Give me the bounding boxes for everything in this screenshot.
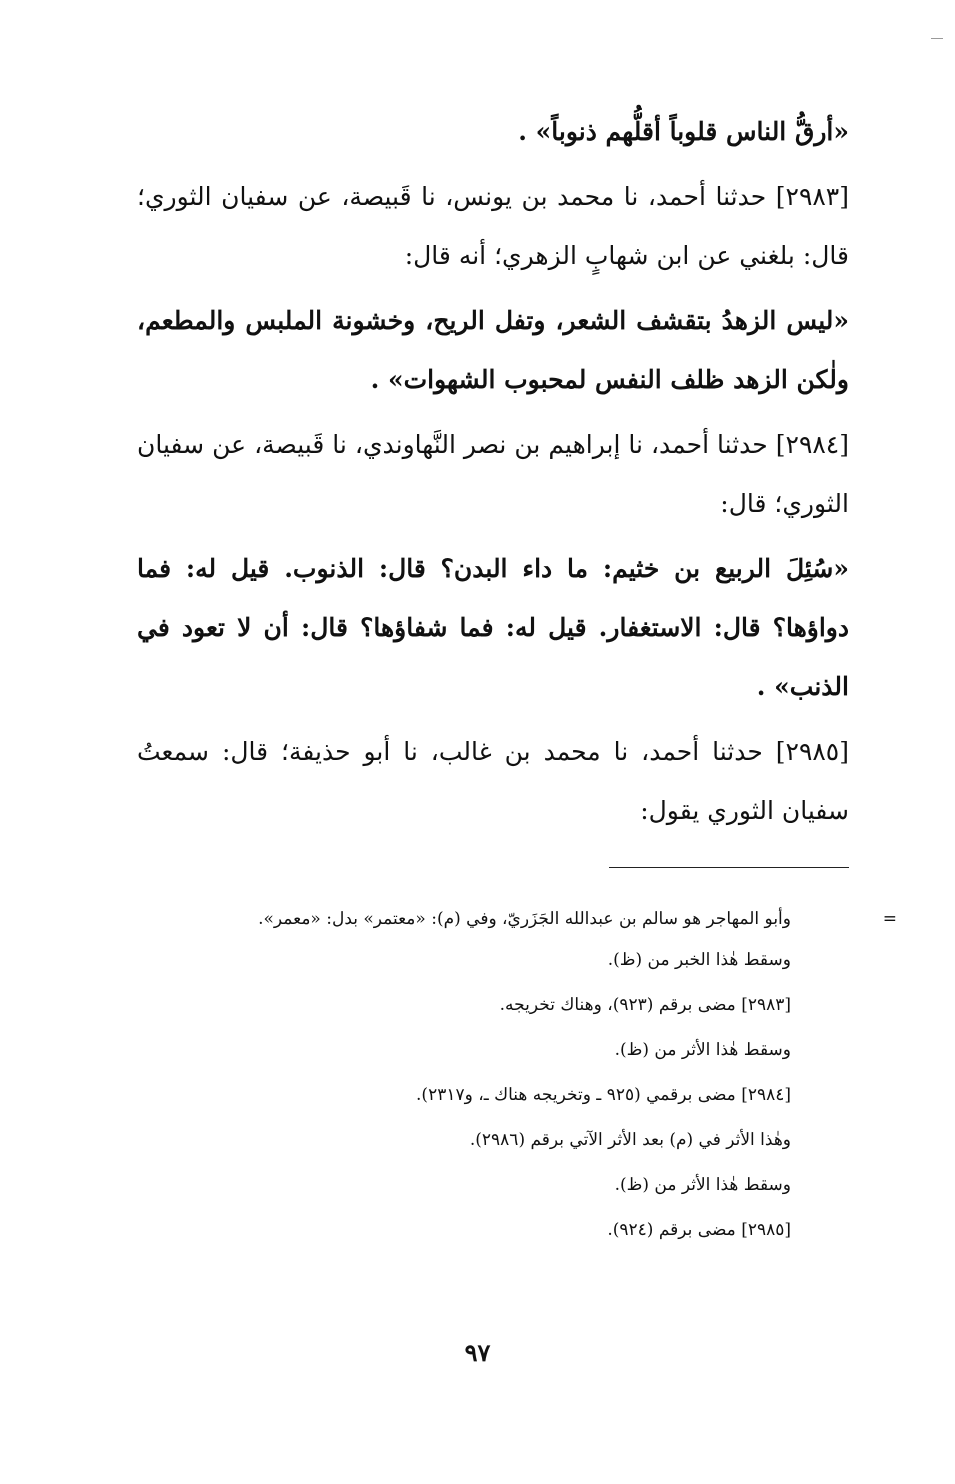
footnote-first-text: وأبو المهاجر هو سالم بن عبدالله الجَزَريّ، وفي (م): «معتمر» بدل: «معمر». (258, 909, 791, 929)
narration-2985: [٢٩٨٥] حدثنا أحمد، نا محمد بن غالب، نا أبو حذيفة؛ قال: سمعتُ سفيان الثوري يقول: (137, 737, 849, 825)
narration-2983: [٢٩٨٣] حدثنا أحمد، نا محمد بن يونس، نا قَبيصة، عن سفيان الثوري؛ قال: بلغني عن ابن شهابٍ الزهري؛ أنه قال: (137, 182, 849, 270)
footnote-continuation (137, 900, 897, 938)
footnote-line: وسقط هٰذا الخبر من (ظ). (607, 950, 791, 970)
quote-2: «ليس الزهدُ بتقشف الشعر، وتفل الريح، وخشونة الملبس والمطعم، ولٰكن الزهد ظلف النفس لمحبوب الشهوات» . (137, 306, 849, 394)
narration-2984: [٢٩٨٤] حدثنا أحمد، نا إبراهيم بن نصر النَّهاوندي، نا قَبيصة، عن سفيان الثوري؛ قال: (137, 430, 849, 518)
footnote-line: وسقط هٰذا الأثر من (ظ). (614, 1040, 791, 1060)
footnote-line: [٢٩٨٣] مضى برقم (٩٢٣)، وهناك تخريجه. (499, 995, 791, 1015)
footnote-line: [٢٩٨٤] مضى برقمي (٩٢٥ ـ وتخريجه هناك ـ، و٢٣١٧). (416, 1085, 791, 1105)
corner-mark (931, 38, 943, 39)
footnote-line: [٢٩٨٥] مضى برقم (٩٢٤). (607, 1220, 791, 1240)
quote-1: «أرقُّ الناس قلوباً أقلُّهم ذنوباً» . (518, 117, 849, 146)
footnote-separator (609, 867, 849, 868)
page-number: ٩٧ (464, 1338, 491, 1367)
main-text (137, 102, 849, 846)
footnote-line: وهٰذا الأثر في (م) بعد الأثر الآتي برقم (٢٩٨٦). (469, 1130, 791, 1150)
footnote-first-wrap (137, 900, 897, 938)
footnotes (137, 900, 897, 1253)
quote-3: «سُئِلَ الربيع بن خثيم: ما داء البدن؟ قال: الذنوب. قيل له: فما دواؤها؟ قال: الاستغفار. قيل له: فما شفاؤها؟ قال: أن لا تعود في الذنب» . (137, 554, 849, 701)
footnote-line: وسقط هٰذا الأثر من (ظ). (614, 1175, 791, 1195)
continuation-mark: = (882, 909, 897, 929)
